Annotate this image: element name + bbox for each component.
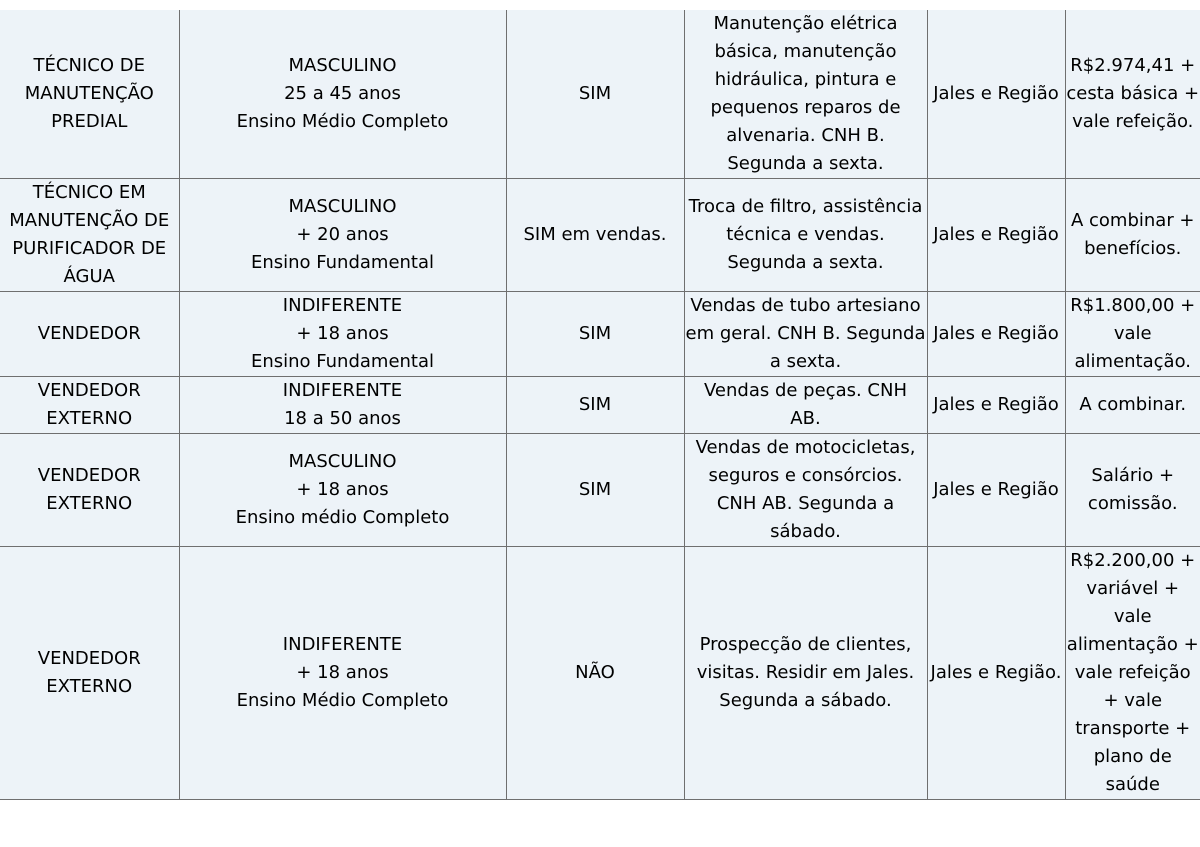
profile-gender: MASCULINO [288,55,397,76]
job-title-cell: VENDEDOR EXTERNO [0,434,179,547]
table-row [0,179,1200,292]
profile-cell [179,434,506,547]
job-title-cell: VENDEDOR [0,292,179,377]
table-row [0,377,1200,434]
experience-cell: SIM [506,292,684,377]
profile-gender: MASCULINO [288,451,397,472]
job-title-cell: VENDEDOR EXTERNO [0,377,179,434]
description-cell: Vendas de peças. CNH AB. [684,377,927,434]
salary-cell: R$2.200,00 + variável + vale alimentação + vale refeição + vale transporte + plano de saúde [1065,547,1200,800]
profile-age: + 18 anos [296,662,389,683]
profile-education: Ensino Fundamental [250,351,435,372]
job-title-cell: TÉCNICO EM MANUTENÇÃO DE PURIFICADOR DE ÁGUA [0,179,179,292]
location-cell: Jales e Região [927,10,1065,179]
profile-gender: INDIFERENTE [282,295,403,316]
salary-cell: R$2.974,41 + cesta básica + vale refeição. [1065,10,1200,179]
profile-age: 25 a 45 anos [284,83,401,104]
job-title-cell: VENDEDOR EXTERNO [0,547,179,800]
profile-gender: MASCULINO [288,196,397,217]
salary-cell: A combinar + benefícios. [1065,179,1200,292]
salary-cell: R$1.800,00 + vale alimentação. [1065,292,1200,377]
location-cell: Jales e Região [927,179,1065,292]
salary-cell: A combinar. [1065,377,1200,434]
description-cell: Vendas de motocicletas, seguros e consórcios. CNH AB. Segunda a sábado. [684,434,927,547]
description-cell: Vendas de tubo artesiano em geral. CNH B. Segunda a sexta. [684,292,927,377]
experience-cell: SIM [506,434,684,547]
profile-cell [179,292,506,377]
job-title-cell: TÉCNICO DE MANUTENÇÃO PREDIAL [0,10,179,179]
profile-age: + 18 anos [296,479,389,500]
profile-age: + 20 anos [296,224,389,245]
experience-cell: SIM [506,377,684,434]
location-cell: Jales e Região [927,377,1065,434]
description-cell: Manutenção elétrica básica, manutenção hidráulica, pintura e pequenos reparos de alvenaria. CNH B. Segunda a sexta. [684,10,927,179]
description-cell: Prospecção de clientes, visitas. Residir em Jales. Segunda a sábado. [684,547,927,800]
table-row [0,292,1200,377]
profile-education: Ensino Fundamental [250,252,435,273]
profile-education: Ensino médio Completo [235,507,450,528]
profile-cell [179,10,506,179]
profile-gender: INDIFERENTE [282,380,403,401]
job-vacancies-table [0,10,1200,800]
experience-cell: NÃO [506,547,684,800]
table-row [0,547,1200,800]
profile-education: Ensino Médio Completo [236,690,449,711]
experience-cell: SIM em vendas. [506,179,684,292]
location-cell: Jales e Região [927,434,1065,547]
profile-cell [179,179,506,292]
salary-cell: Salário + comissão. [1065,434,1200,547]
experience-cell: SIM [506,10,684,179]
profile-education: Ensino Médio Completo [236,111,449,132]
profile-age: + 18 anos [296,323,389,344]
table-row [0,434,1200,547]
location-cell: Jales e Região [927,292,1065,377]
profile-age: 18 a 50 anos [284,408,401,429]
description-cell: Troca de filtro, assistência técnica e vendas. Segunda a sexta. [684,179,927,292]
table-row [0,10,1200,179]
profile-cell [179,547,506,800]
profile-gender: INDIFERENTE [282,634,403,655]
profile-cell [179,377,506,434]
location-cell: Jales e Região. [927,547,1065,800]
